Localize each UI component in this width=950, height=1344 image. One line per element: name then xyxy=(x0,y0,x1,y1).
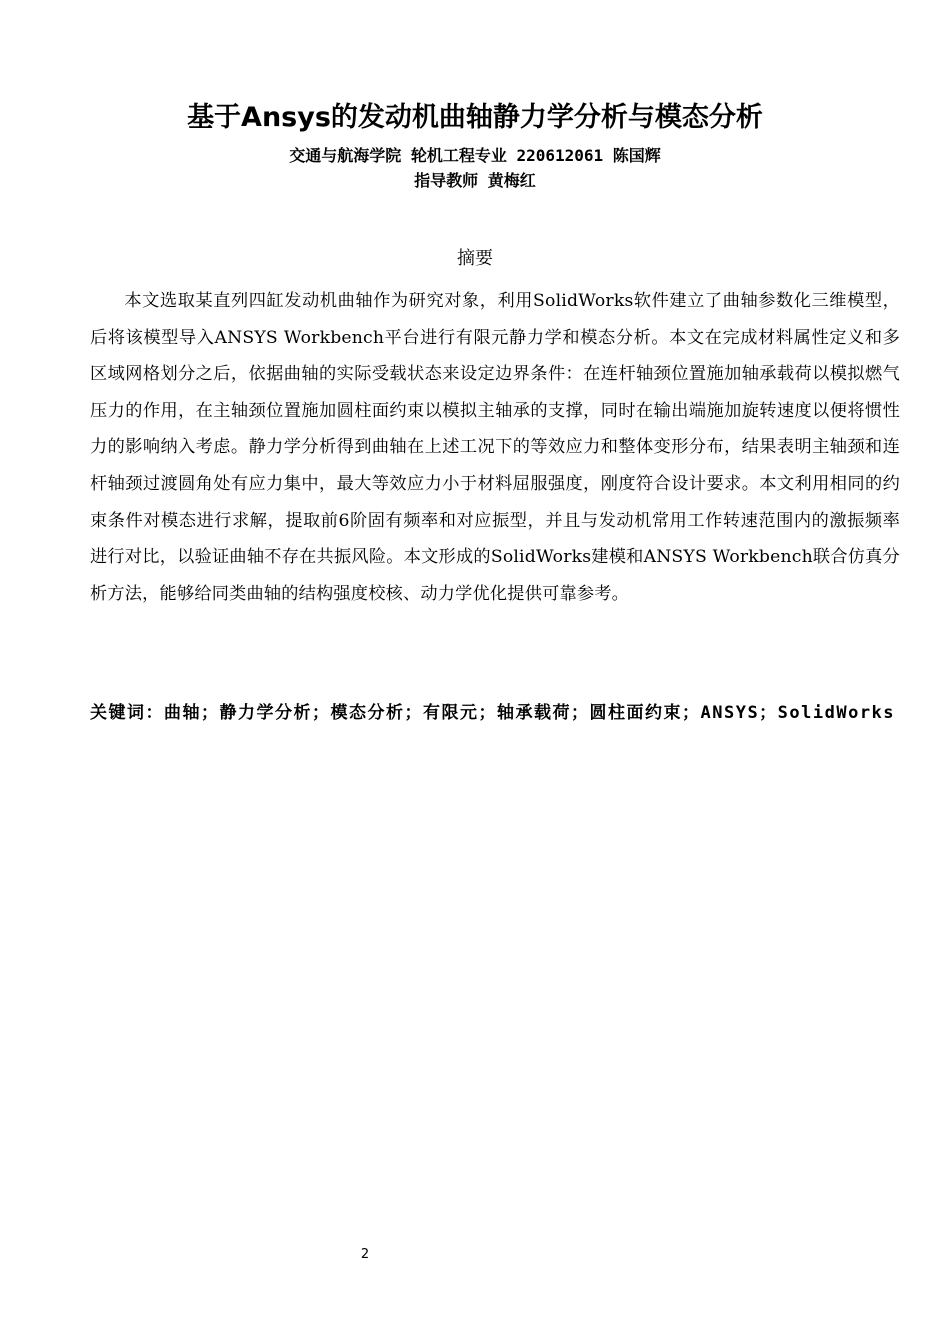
author-info: 交通与航海学院 轮机工程专业 220612061 陈国辉 xyxy=(289,146,661,165)
abstract-body: 本文选取某直列四缸发动机曲轴作为研究对象，利用SolidWorks软件建立了曲轴参数化三维模型，后将该模型导入ANSYS Workbench平台进行有限元静力学和模态分析。本文在完成材料属性定义和多区域网格划分之后，依据曲轴的实际受载状态来设定边界条件：在连杆轴颈位置施加轴承载荷以模拟燃气压力的作用，在主轴颈位置施加圆柱面约束以模拟主轴承的支撑，同时在输出端施加旋转速度以便将惯性力的影响纳入考虑。静力学分析得到曲轴在上述工况下的等效应力和整体变形分布，结果表明主轴颈和连杆轴颈过渡圆角处有应力集中，最大等效应力小于材料屈服强度，刚度符合设计要求。本文利用相同的约束条件对模态进行求解，提取前6阶固有频率和对应振型，并且与发动机常用工作转速范围内的激振频率进行对比，以验证曲轴不存在共振风险。本文形成的SolidWorks建模和ANSYS Workbench联合仿真分析方法，能够给同类曲轴的结构强度校核、动力学优化提供可靠参考。 xyxy=(90,291,900,604)
abstract-heading: 摘要 xyxy=(457,248,493,269)
page-number: 2 xyxy=(360,1247,370,1262)
advisor-info: 指导教师 黄梅红 xyxy=(414,171,536,190)
document-title: 基于Ansys的发动机曲轴静力学分析与模态分析 xyxy=(187,102,763,133)
keywords: 关键词：曲轴；静力学分析；模态分析；有限元；轴承载荷；圆柱面约束；ANSYS；SolidWorks xyxy=(90,703,896,723)
